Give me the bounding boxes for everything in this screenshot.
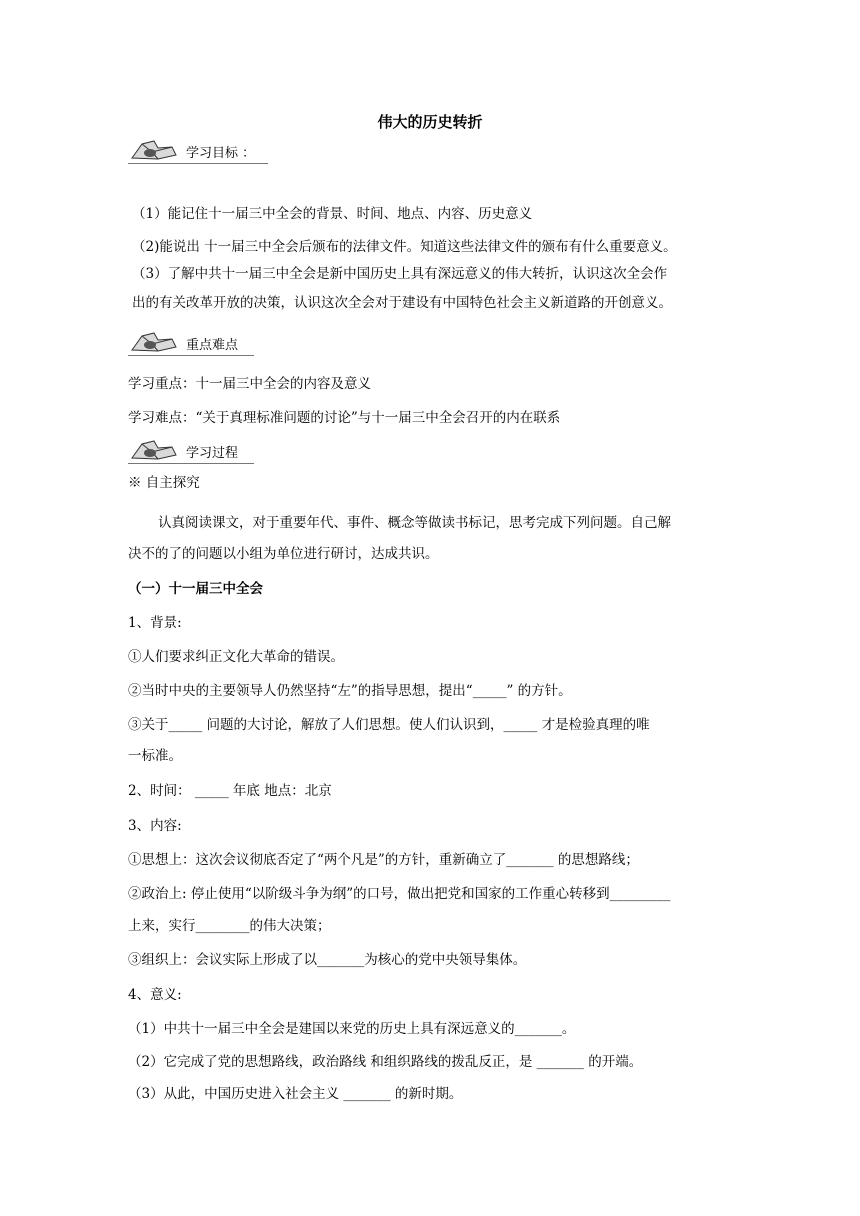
intro-line: 认真阅读课文，对于重要年代、事件、概念等做读书标记，思考完成下列问题。自己解: [158, 515, 671, 531]
intro-line: 决不的了的问题以小组为单位进行研讨，达成共识。: [128, 546, 439, 562]
meaning-line: （3）从此，中国历史进入社会主义 _______ 的新时期。: [128, 1086, 463, 1102]
goal-line: （2)能说出 十一届三中全会后颁布的法律文件。知道这些法律文件的颁布有什么重要意义。: [132, 239, 677, 255]
content-line: ③组织上：会议实际上形成了以_______为核心的党中央领导集体。: [128, 952, 527, 968]
section-label: 学习过程: [186, 446, 239, 461]
background-line: ②当时中央的主要领导人仍然坚持“左”的指导思想，提出“_____” 的方针。: [128, 683, 572, 699]
document-title: 伟大的历史转折: [377, 113, 483, 131]
content-line: ①思想上：这次会议彻底否定了“两个凡是”的方针，重新确立了_______ 的思想路线；: [128, 852, 639, 868]
meaning-line: （1）中共十一届三中全会是建国以来党的历史上具有深远意义的_______。: [128, 1021, 576, 1037]
background-line: 一标准。: [128, 748, 182, 764]
background-line: ③关于_____ 问题的大讨论，解放了人们思想。使人们认识到，_____ 才是检验真理的唯: [128, 717, 650, 733]
content-line: 上来，实行________的伟大决策；: [128, 918, 331, 934]
key-point-line: 学习难点：“关于真理标准问题的讨论”与十一届三中全会召开的内在联系: [128, 410, 561, 426]
meaning-line: （2）它完成了党的思想路线，政治路线 和组织路线的拨乱反正，是 _______ 的开端。: [128, 1054, 643, 1070]
book-icon: [128, 438, 182, 462]
background-heading: 1、背景:: [128, 615, 182, 631]
book-icon: [128, 138, 182, 162]
content-line: ②政治上: 停止使用“以阶级斗争为纲”的口号，做出把党和国家的工作重心转移到_________: [128, 886, 671, 902]
book-icon: [128, 330, 182, 354]
section-label: 重点难点: [186, 338, 239, 353]
key-point-line: 学习重点：十一届三中全会的内容及意义: [128, 376, 371, 392]
goal-line: （3）了解中共十一届三中全会是新中国历史上具有深远意义的伟大转折，认识这次全会作: [132, 266, 668, 282]
part-title: （一）十一届三中全会: [128, 581, 263, 597]
goal-line: 出的有关改革开放的决策，认识这次全会对于建设有中国特色社会主义新道路的开创意义。: [132, 295, 672, 311]
content-heading: 3、内容:: [128, 818, 182, 834]
section-header-process: [128, 438, 254, 464]
section-label: 学习目标 ：: [186, 146, 256, 161]
meaning-heading: 4、意义:: [128, 987, 182, 1003]
section-header-goals: [128, 138, 268, 164]
self-study-heading: ※ 自主探究: [128, 475, 200, 491]
goal-line: （1）能记住十一届三中全会的背景、时间、地点、内容、历史意义: [132, 206, 533, 222]
time-place-line: 2、时间： _____ 年底 地点：北京: [128, 783, 332, 799]
section-header-key: [128, 330, 254, 356]
background-line: ①人们要求纠正文化大革命的错误。: [128, 649, 344, 665]
